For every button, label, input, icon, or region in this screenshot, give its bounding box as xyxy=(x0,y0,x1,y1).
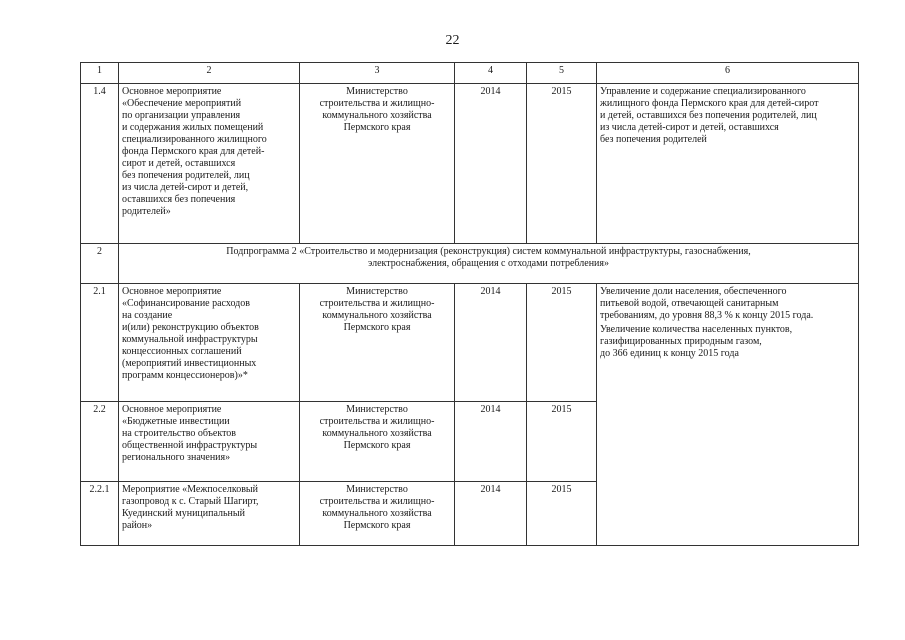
measure-cell: Основное мероприятие «Обеспечение мероприятий по организации управления и содержания жилых помещений специализированного жилищного фонда Пермского края для детей- сирот и детей, оставшихся без попечения родителей, лиц из числа детей-сирот и детей, оставшихся без попечения родителей» xyxy=(119,84,300,244)
result-gas-text: Увеличение количества населенных пунктов, газифицированных природным газом, до 366 единиц к концу 2015 года xyxy=(600,324,793,359)
executor-cell: Министерство строительства и жилищно- коммунального хозяйства Пермского края xyxy=(300,84,455,244)
row-number: 2.2.1 xyxy=(81,482,119,546)
result-water-text: Увеличение доли населения, обеспеченного питьевой водой, отвечающей санитарным требованиям, до уровня 88,3 % к концу 2015 года. xyxy=(600,286,814,321)
header-cell: 1 xyxy=(81,63,119,84)
executor-cell: Министерство строительства и жилищно- коммунального хозяйства Пермского края xyxy=(300,482,455,546)
merged-result-cell xyxy=(597,284,859,546)
subprogram-number: 2 xyxy=(81,244,119,284)
row-number: 1.4 xyxy=(81,84,119,244)
program-table xyxy=(80,62,859,546)
row-number: 2.2 xyxy=(81,402,119,482)
start-year-cell: 2014 xyxy=(455,84,527,244)
executor-cell: Министерство строительства и жилищно- коммунального хозяйства Пермского края xyxy=(300,284,455,402)
header-cell: 4 xyxy=(455,63,527,84)
end-year-cell: 2015 xyxy=(527,84,597,244)
subprogram-row xyxy=(81,244,859,284)
header-cell: 3 xyxy=(300,63,455,84)
measure-cell: Мероприятие «Межпоселковый газопровод к с. Старый Шагирт, Куединский муниципальный район» xyxy=(119,482,300,546)
header-row xyxy=(81,63,859,84)
end-year-cell: 2015 xyxy=(527,284,597,402)
start-year-cell: 2014 xyxy=(455,402,527,482)
end-year-cell: 2015 xyxy=(527,402,597,482)
result-cell: Управление и содержание специализированного жилищного фонда Пермского края для детей-сирот и детей, оставшихся без попечения родителей, лиц из числа детей-сирот и детей, оставшихся без попечения родителей xyxy=(597,84,859,244)
start-year-cell: 2014 xyxy=(455,482,527,546)
header-cell: 2 xyxy=(119,63,300,84)
executor-cell: Министерство строительства и жилищно- коммунального хозяйства Пермского края xyxy=(300,402,455,482)
header-cell: 5 xyxy=(527,63,597,84)
subprogram-title: Подпрограмма 2 «Строительство и модернизация (реконструкция) систем коммунальной инфраструктуры, газоснабжения, электроснабжения, обращения с отходами потребления» xyxy=(119,244,859,284)
start-year-cell: 2014 xyxy=(455,284,527,402)
measure-cell: Основное мероприятие «Бюджетные инвестиции на строительство объектов общественной инфраструктуры регионального значения» xyxy=(119,402,300,482)
measure-cell: Основное мероприятие «Софинансирование расходов на создание и(или) реконструкцию объектов коммунальной инфраструктуры концессионных соглашений (мероприятий инвестиционных программ концессионеров)»* xyxy=(119,284,300,402)
table-row xyxy=(81,84,859,244)
row-number: 2.1 xyxy=(81,284,119,402)
table-row xyxy=(81,284,859,402)
end-year-cell: 2015 xyxy=(527,482,597,546)
page-number: 22 xyxy=(445,33,460,48)
header-cell: 6 xyxy=(597,63,859,84)
